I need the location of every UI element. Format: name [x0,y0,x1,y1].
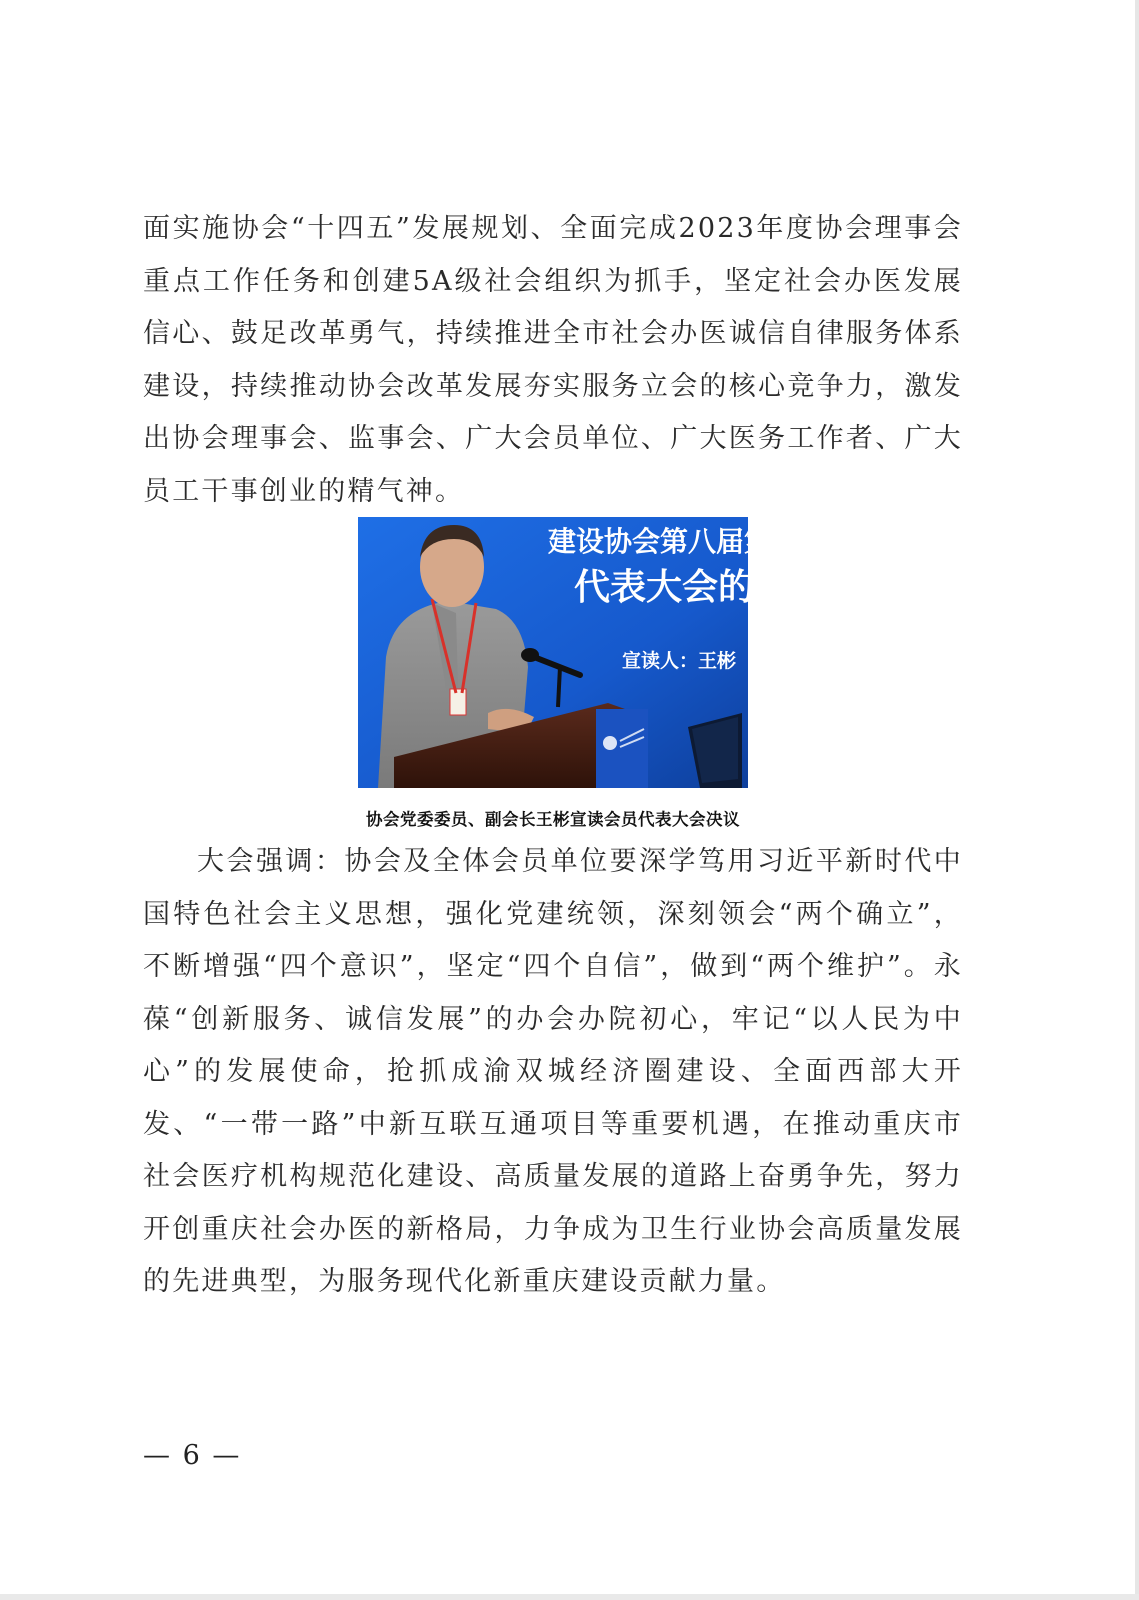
banner-reader: 宣读人：王彬 [622,650,737,672]
body-paragraph-2: 大会强调：协会及全体会员单位要深学笃用习近平新时代中国特色社会主义思想，强化党建统领，深刻领会“两个确立”，不断增强“四个意识”，坚定“四个自信”，做到“两个维护”。永葆“创新服务、诚信发展”的办会办院初心，牢记“以人民为中心”的发展使命，抢抓成渝双城经济圈建设、全面西部大开发、“一带一路”中新互联互通项目等重要机遇，在推动重庆市社会医疗机构规范化建设、高质量发展的道路上奋勇争先，努力开创重庆社会办医的新格局，力争成为卫生行业协会高质量发展的先进典型，为服务现代化新重庆建设贡献力量。 [143,846,963,1297]
page-bottom-edge [0,1594,1139,1600]
page-number: — 6 — [143,1440,242,1471]
body-paragraph-1: 面实施协会“十四五”发展规划、全面完成2023年度协会理事会重点工作任务和创建5A级社会组织为抓手，坚定社会办医发展信心、鼓足改革勇气，持续推进全市社会办医诚信自律服务体系建设，持续推动协会改革发展夯实服务立会的核心竞争力，激发出协会理事会、监事会、广大会员单位、广大医务工作者、广大员工干事创业的精气神。 [143,213,963,507]
speaker-at-podium-illustration [358,517,827,788]
event-photo [358,517,827,788]
banner-line-2: 代表大会的决议 [574,567,827,608]
photo-caption: 协会党委委员、副会长王彬宣读会员代表大会决议 [366,810,740,829]
page-edge-shadow [1135,0,1139,1600]
banner-line-1: 建设协会第八届第 [548,525,773,558]
